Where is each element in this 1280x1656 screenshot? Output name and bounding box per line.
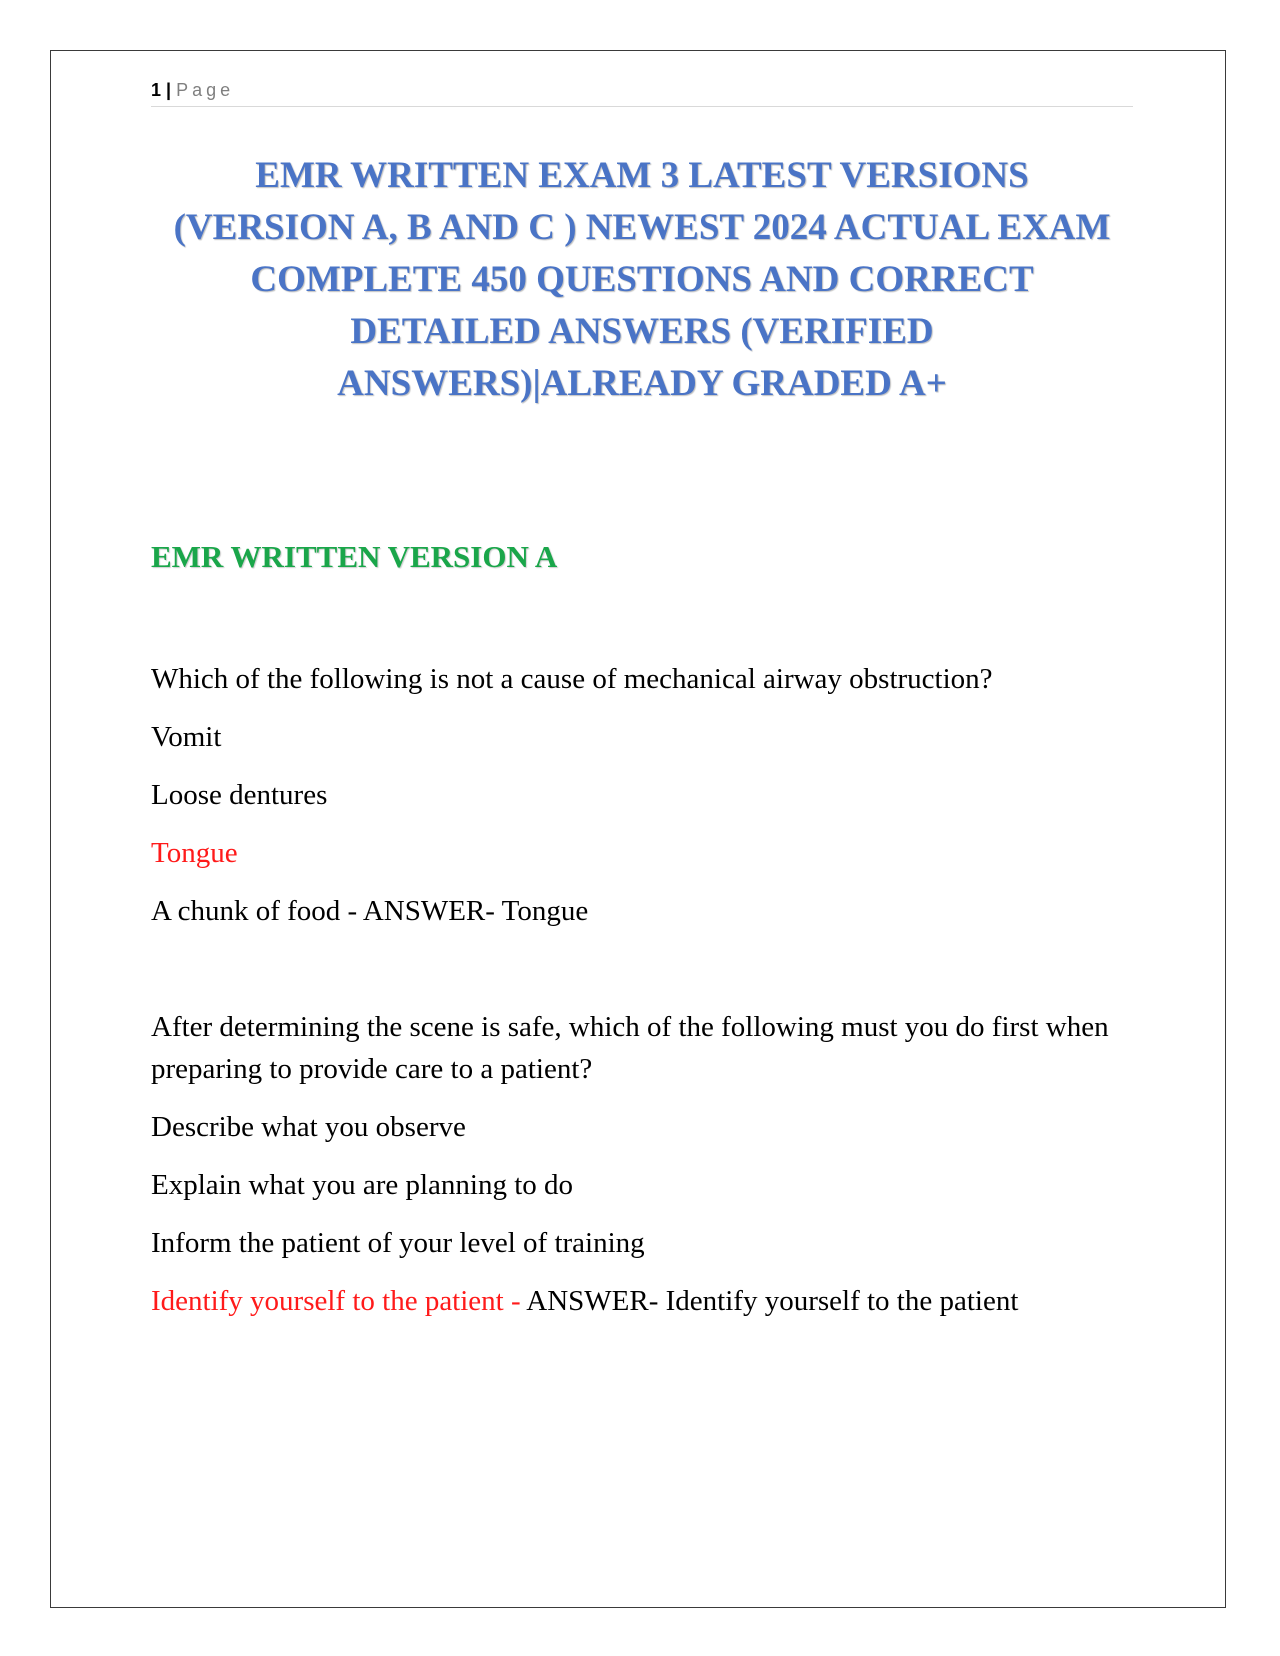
section-heading: EMR WRITTEN VERSION A (151, 539, 558, 574)
page-number: 1 (151, 80, 162, 100)
answer-key-text: ANSWER- Identify yourself to the patient (526, 1285, 1019, 1317)
page-header (151, 78, 1133, 107)
title-line-4: DETAILED ANSWERS (VERIFIED (350, 311, 934, 352)
answer-option: Explain what you are planning to do (151, 1169, 574, 1201)
title-line-2: (VERSION A, B AND C ) NEWEST 2024 ACTUAL EXAM (173, 207, 1111, 248)
title-line-3: COMPLETE 450 QUESTIONS AND CORRECT (250, 259, 1034, 300)
document-title (151, 150, 1133, 410)
answer-option: Inform the patient of your level of training (151, 1227, 645, 1259)
answer-option: Describe what you observe (151, 1111, 466, 1143)
page-label: Page (176, 80, 235, 100)
question-block (151, 1006, 1133, 1338)
answer-option-correct: Tongue (151, 837, 238, 869)
answer-option: Vomit (151, 721, 222, 753)
page-separator: | (166, 80, 172, 100)
answer-option-correct: Identify yourself to the patient - (151, 1285, 527, 1317)
title-line-1: EMR WRITTEN EXAM 3 LATEST VERSIONS (255, 155, 1029, 196)
answer-option: A chunk of food - ANSWER- Tongue (151, 895, 589, 927)
question-stem: After determining the scene is safe, which of the following must you do first when preparing to provide care to a patient? (151, 1011, 1109, 1085)
question-stem: Which of the following is not a cause of mechanical airway obstruction? (151, 663, 993, 695)
title-line-5: ANSWERS)|ALREADY GRADED A+ (337, 363, 947, 404)
answer-option: Loose dentures (151, 779, 328, 811)
answer-option-with-answer (151, 1280, 1133, 1322)
question-block (151, 658, 1133, 948)
